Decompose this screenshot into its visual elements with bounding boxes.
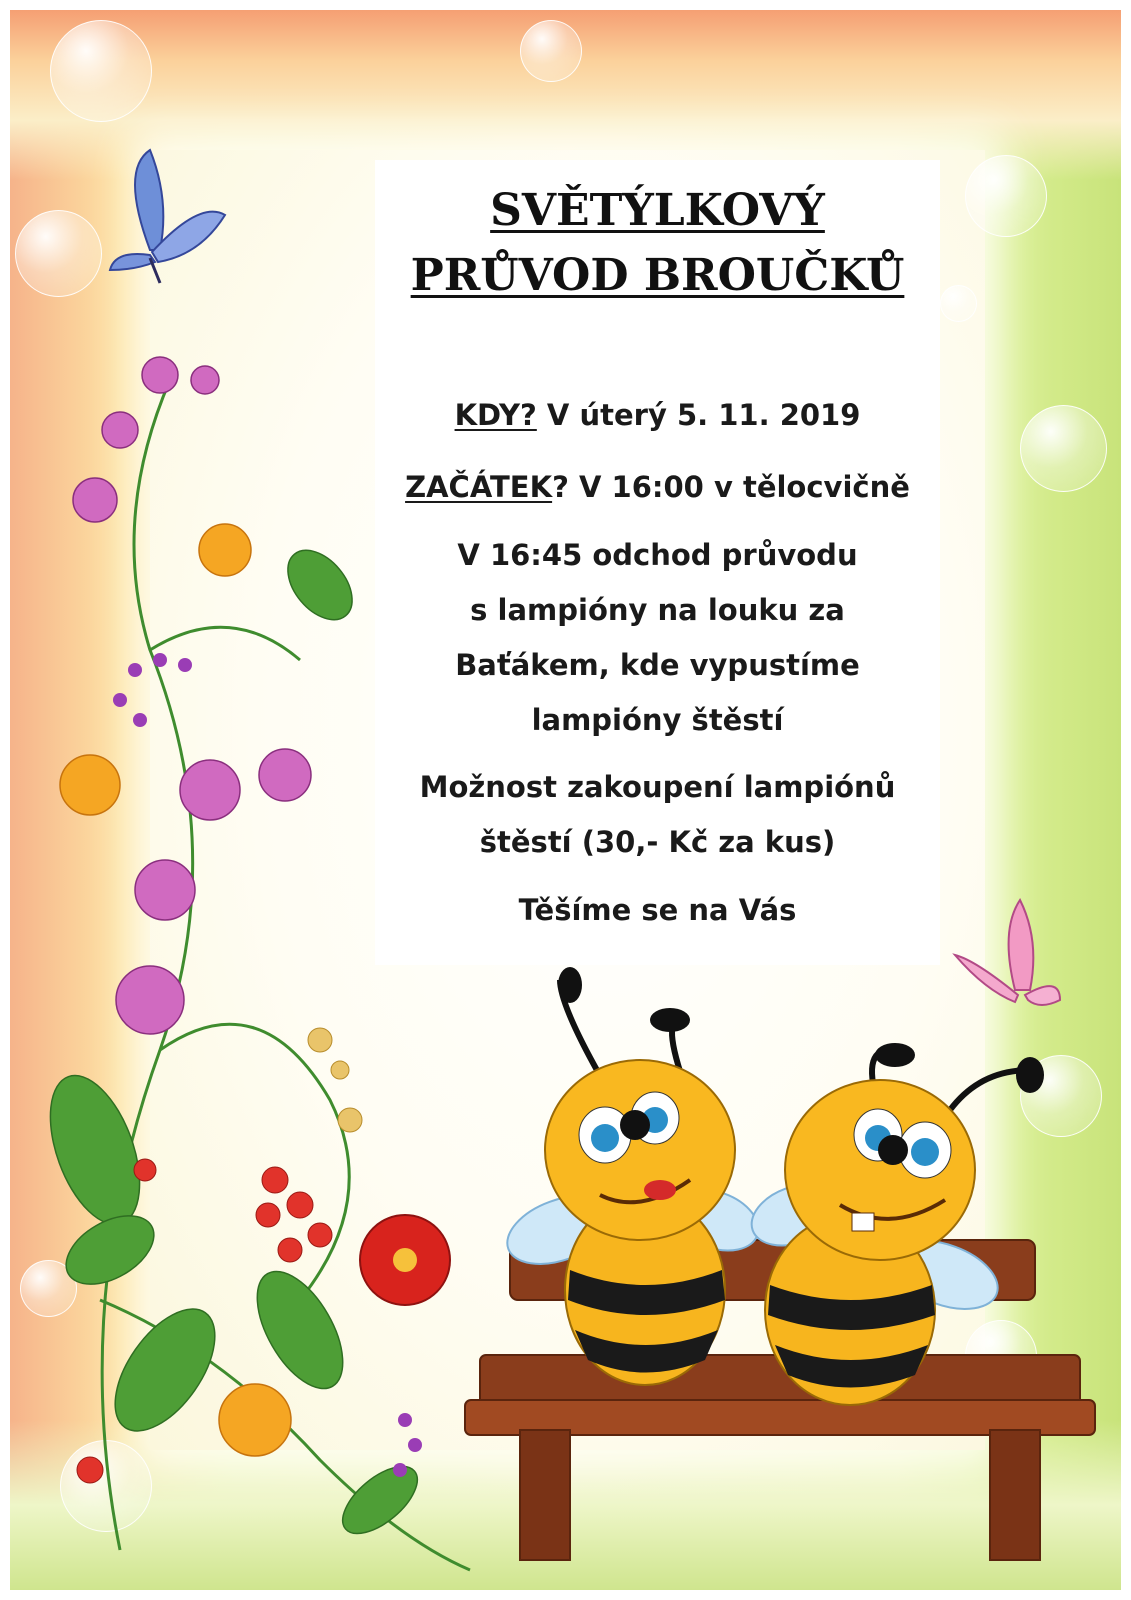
when-label: KDY? <box>454 398 537 432</box>
title-text-2: PRŮVOD BROUČKŮ <box>410 250 905 301</box>
start-label: ZAČÁTEK <box>405 470 553 504</box>
bubble-decoration <box>965 1320 1037 1392</box>
closing-line: Těšíme se na Vás <box>518 893 797 927</box>
bubble-decoration <box>1020 405 1107 492</box>
bubble-decoration <box>520 20 582 82</box>
bubble-decoration <box>940 285 977 322</box>
procession-line-1: V 16:45 odchod průvodu <box>457 538 858 572</box>
title-text-1: SVĚTÝLKOVÝ <box>490 185 825 236</box>
page-title-line-1 <box>375 187 940 235</box>
start-line <box>375 470 940 505</box>
bubble-decoration <box>1020 1055 1102 1137</box>
bubble-decoration <box>60 1440 152 1532</box>
bubble-decoration <box>50 20 152 122</box>
procession-line-4: lampióny štěstí <box>531 703 784 737</box>
when-line <box>375 398 940 433</box>
bubble-decoration <box>20 1260 77 1317</box>
start-value: ? V 16:00 v tělocvičně <box>552 470 910 504</box>
procession-line-2: s lampióny na louku za <box>470 593 845 627</box>
when-value: V úterý 5. 11. 2019 <box>536 398 861 432</box>
purchase-line-2: štěstí (30,- Kč za kus) <box>479 825 836 859</box>
bubble-decoration <box>15 210 102 297</box>
procession-line-3: Baťákem, kde vypustíme <box>455 648 860 682</box>
purchase-line-1: Možnost zakoupení lampiónů <box>419 770 896 804</box>
bubble-decoration <box>965 155 1047 237</box>
page-title-line-2 <box>375 252 940 300</box>
